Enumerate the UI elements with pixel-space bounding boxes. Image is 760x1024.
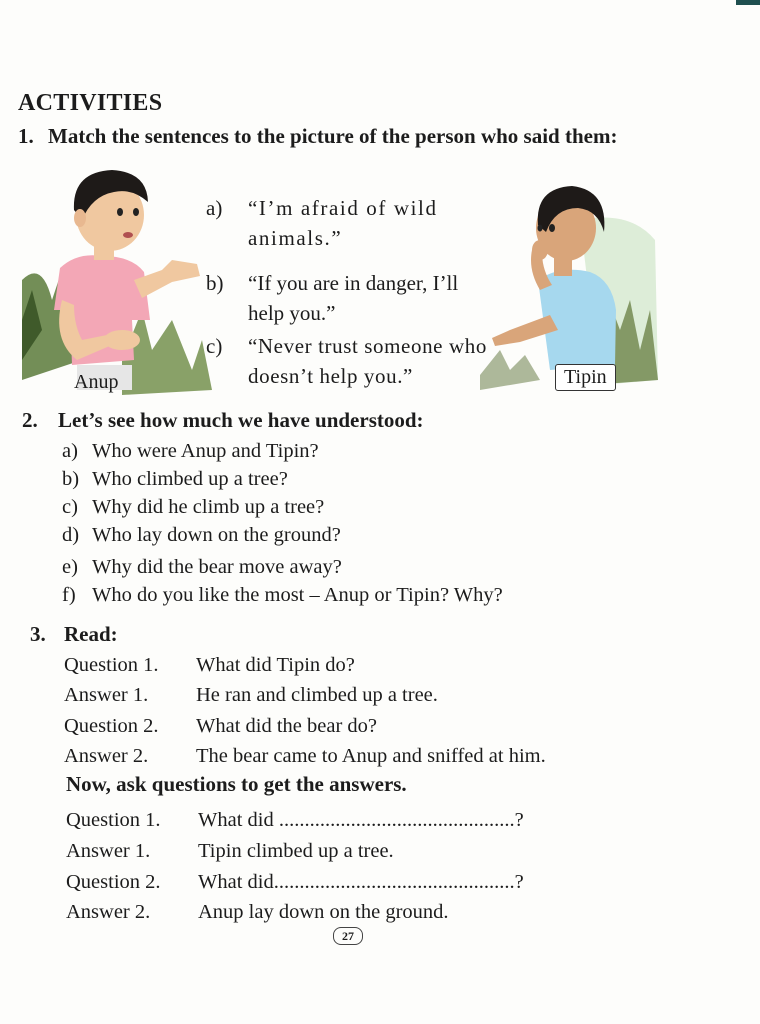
row-text: The bear came to Anup and sniffed at him. [196,745,546,767]
ask-row [66,809,524,832]
row-text: Anup lay down on the ground. [198,901,449,923]
question-item [62,468,288,491]
quote-a-letter: a) [206,196,223,220]
page-heading: ACTIVITIES [18,90,163,116]
row-label: Question 2. [64,715,159,737]
quote-a-text: “I’m afraid of wild animals.” [248,196,438,250]
question-text: Why did he climb up a tree? [92,496,325,518]
anup-label: Anup [74,371,119,393]
anup-illustration [22,160,212,400]
read-row [64,745,546,768]
section-1-title [18,124,617,149]
row-text: Tipin climbed up a tree. [198,840,394,862]
read-row [64,684,438,707]
question-item [62,524,341,547]
row-label: Question 1. [66,809,161,831]
section-1-number: 1. [18,124,34,148]
ask-row [66,871,524,894]
section-2-title-text: Let’s see how much we have understood: [58,408,424,432]
quote-b-text: “If you are in danger, I’ll help you.” [248,271,459,325]
question-text: Who do you like the most – Anup or Tipin? Why? [92,584,503,606]
ask-row [66,901,449,924]
section-1-title-text: Match the sentences to the picture of the person who said them: [48,124,618,148]
question-item [62,496,324,519]
question-item [62,556,342,579]
quote-b-letter: b) [206,271,224,295]
question-text: Why did the bear move away? [92,556,342,578]
quote-a [206,193,496,250]
section-2-title [22,408,424,433]
tipin-illustration [480,180,660,395]
row-label: Answer 2. [64,745,149,767]
quote-c [206,331,496,388]
tipin-label: Tipin [555,364,616,391]
question-letter: f) [62,584,76,606]
row-text: What did Tipin do? [196,654,355,676]
question-letter: c) [62,496,78,518]
section-2-number: 2. [22,408,38,432]
section-3-title [30,622,118,647]
quote-c-text: “Never trust someone who doesn’t help you.” [248,334,487,388]
read-row [64,654,355,677]
page-number: 27 [333,927,363,945]
row-label: Answer 1. [64,684,149,706]
fill-in-question[interactable]: What did ..............................................? [198,809,524,831]
question-item [62,440,319,463]
quote-b [206,268,496,325]
row-label: Answer 1. [66,840,151,862]
question-text: Who lay down on the ground? [92,524,341,546]
corner-mark [736,0,760,5]
row-text: He ran and climbed up a tree. [196,684,438,706]
question-letter: e) [62,556,78,578]
question-letter: d) [62,524,80,546]
row-label: Question 1. [64,654,159,676]
question-text: Who were Anup and Tipin? [92,440,319,462]
section-3-title-text: Read: [64,622,118,646]
row-label: Question 2. [66,871,161,893]
quote-c-letter: c) [206,334,223,358]
question-text: Who climbed up a tree? [92,468,288,490]
question-item [62,584,503,607]
read-row [64,715,377,738]
row-text: What did the bear do? [196,715,378,737]
section-3-subheading: Now, ask questions to get the answers. [66,772,407,796]
question-letter: b) [62,468,80,490]
row-label: Answer 2. [66,901,151,923]
fill-in-question[interactable]: What did...............................................? [198,871,524,893]
question-letter: a) [62,440,78,462]
section-3-number: 3. [30,622,46,646]
ask-row [66,840,394,863]
